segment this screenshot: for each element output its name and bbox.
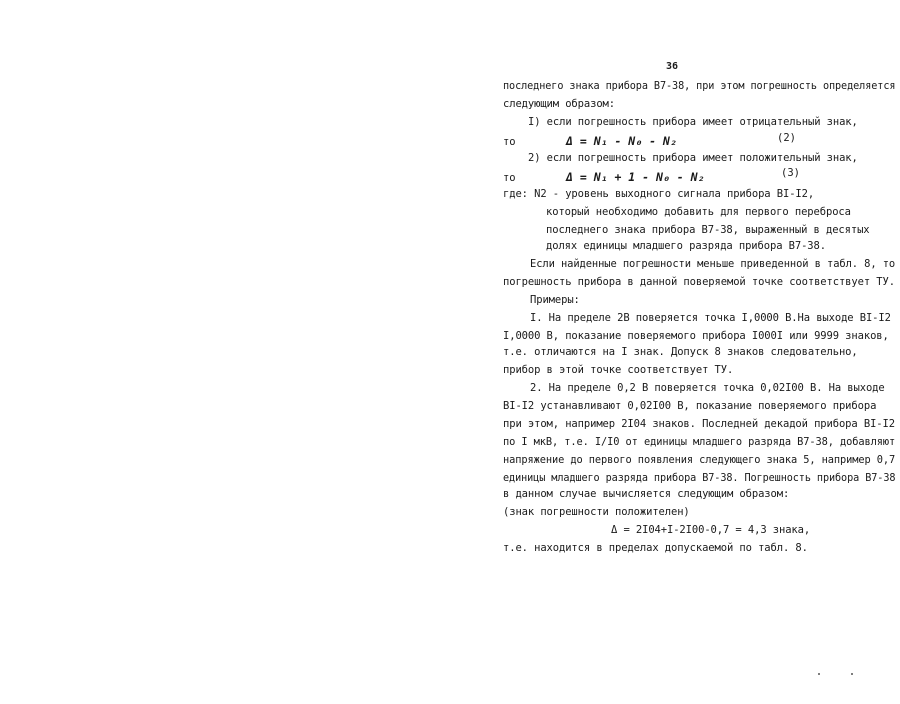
- text-line: долях единицы младшего разряда прибора В7-38.: [546, 240, 826, 252]
- page-number: 36: [666, 61, 679, 72]
- scan-speck: [818, 673, 820, 675]
- text-line: прибор в этой точке соответствует ТУ.: [503, 364, 734, 376]
- text-line: BI-I2 устанавливают 0,02I00 В, показание поверяемого прибора: [503, 400, 877, 412]
- text-line: в данном случае вычисляется следующим образом:: [503, 488, 790, 500]
- text-line: то: [503, 172, 516, 184]
- text-line: где: N2 - уровень выходного сигнала прибора BI-I2,: [503, 188, 815, 200]
- text-line: который необходимо добавить для первого переброса: [546, 206, 851, 218]
- formula-1: Δ = N₁ - N₀ - N₂: [566, 134, 677, 148]
- text-line: т.е. находится в пределах допускаемой по табл. 8.: [503, 542, 808, 554]
- text-line: последнего знака прибора В7-38, выраженный в десятых: [546, 224, 870, 236]
- text-line: напряжение до первого появления следующего знака 5, например 0,7: [503, 454, 896, 466]
- text-line: 2) если погрешность прибора имеет положительный знак,: [528, 152, 858, 164]
- text-line: 2. На пределе 0,2 В поверяется точка 0,02I00 В. На выходе: [530, 382, 885, 394]
- text-line: I,0000 В, показание поверяемого прибора I000I или 9999 знаков,: [503, 330, 889, 342]
- text-line: то: [503, 136, 516, 148]
- formula-result: Δ = 2I04+I-2I00-0,7 = 4,3 знака,: [611, 524, 811, 536]
- scan-speck: [851, 673, 853, 675]
- text-line: I. На пределе 2В поверяется точка I,0000 В.На выходе BI-I2: [530, 312, 891, 324]
- text-line: (знак погрешности положителен): [503, 506, 690, 518]
- text-line: Примеры:: [530, 294, 580, 306]
- equation-number: (2): [777, 132, 796, 144]
- text-line: погрешность прибора в данной поверяемой точке соответствует ТУ.: [503, 276, 895, 288]
- formula-2: Δ = N₁ + 1 - N₀ - N₂: [566, 170, 705, 184]
- equation-number: (3): [781, 167, 800, 179]
- text-line: последнего знака прибора В7-38, при этом погрешность определяется: [503, 80, 896, 92]
- text-line: по I мкВ, т.е. I/I0 от единицы младшего разряда В7-38, добавляют: [503, 436, 896, 448]
- text-line: единицы младшего разряда прибора В7-38. Погрешность прибора В7-38: [503, 472, 896, 484]
- text-line: следующим образом:: [503, 98, 615, 110]
- text-line: при этом, например 2I04 знаков. Последней декадой прибора BI-I2: [503, 418, 895, 430]
- text-line: I) если погрешность прибора имеет отрицательный знак,: [528, 116, 858, 128]
- text-line: Если найденные погрешности меньше приведенной в табл. 8, то: [530, 258, 896, 270]
- text-line: т.е. отличаются на I знак. Допуск 8 знаков следовательно,: [503, 346, 858, 358]
